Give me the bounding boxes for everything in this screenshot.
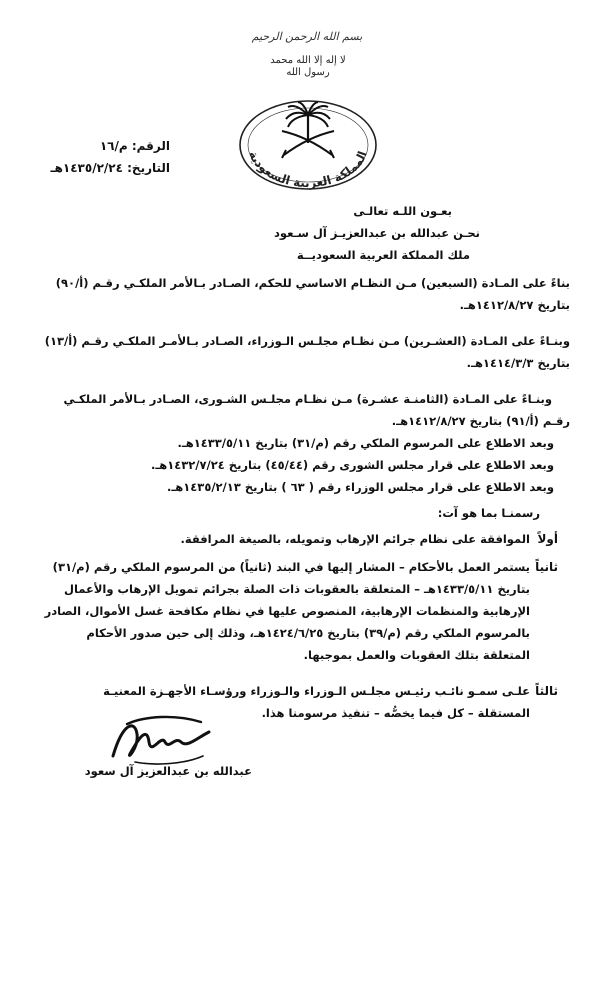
shahada-text: لا إله إلا الله محمد رسول الله [270,55,346,78]
signature [105,712,215,772]
reference-date: التاريخ: ١٤٣٥/٢/٢٤هـ [50,161,170,175]
preamble-item: بناءً على المـادة (السبعين) مـن النظـام الاساسي للحكم، الصـادر بـالأمر الملكـي رقـم (أ/٩٠) بتاريخ ١٤١٢/٨/٢٧هـ. [55,276,570,312]
clause-third: ثالثاً علـى سمـو نائـب رئيـس مجلـس الـوزراء والـوزراء ورؤسـاء الأجهـزة المعنيـة المستقلة – كل فيما يخصُّه – تنفيذ مرسومنا هذا. [30,680,530,724]
reference-number: الرقم: م/١٦ [99,139,170,153]
decreed-line: رسمنـا بما هو آت: [437,506,540,520]
preamble-item: وبعد الاطلاع على قرار مجلس الشورى رقم (٤٥/٤٤) بتاريخ ١٤٣٢/٧/٢٤هـ. [150,458,554,472]
preamble-item: وبعد الاطلاع على المرسوم الملكي رقم (م/٣١) بتاريخ ١٤٣٣/٥/١١هـ. [177,436,554,450]
clause-first: أولاً الموافقة على نظام جرائم الإرهاب وتمويله، بالصيغة المرافقة. [30,528,530,550]
preamble-item: وبنـاءً على المـادة (العشـرين) مـن نظـام مجلـس الـوزراء، الصـادر بـالأمـر الملكـي رقـم (أ/١٣) بتاريخ ١٤١٤/٣/٣هـ. [44,334,570,370]
preamble-item: وبعد الاطلاع على قرار مجلس الوزراء رقم ( ٦٣ ) بتاريخ ١٤٣٥/٢/١٣هـ. [166,480,554,494]
clause-number: ثانياً [535,560,558,574]
opening-line: بعـون اللـه تعالـى [353,204,452,218]
preamble [30,272,570,498]
clauses [30,528,570,724]
clause-number: أولاً [537,532,558,546]
preamble-item: وبنـاءً على المـادة (الثامنـة عشـرة) مـن نظـام مجلـس الشـورى، الصـادر بـالأمر الملكـي رقـم (أ/٩١) بتاريخ ١٤١٢/٨/٢٧هـ. [63,392,570,428]
clause-number: ثالثاً [535,684,558,698]
title-line: ملك المملكة العربية السعوديــة [296,248,470,262]
shahada-calligraphy [268,55,348,79]
reference-block [40,135,170,179]
issuer-line: نحـن عبدالله بن عبدالعزيـز آل سـعود [274,226,480,240]
saudi-emblem-icon [228,95,388,195]
basmala: بسم الله الرحمن الرحيم [251,30,363,43]
clause-second: ثانياً يستمر العمل بالأحكام – المشار إليها في البند (ثانياً) من المرسوم الملكي رقم (م/٣١) بتاريخ ١٤٣٣/٥/١١هـ – المتعلقة بالعقوبات ذات الصلة بجرائم تمويل الإرهاب والأعمال الإرهابية والمنظمات الإرهابية، المنصوص عليها في نظام مكافحة غسل الأموال، الصادر بالمرسوم الملكي رقم (م/٣٩) بتاريخ ١٤٢٤/٦/٢٥هـ، وذلك إلى حين صدور الأحكام المتعلقة بتلك العقوبات والعمل بموجبها. [30,556,530,666]
signatory-name: عبدالله بن عبدالعزيز آل سعود [84,764,252,778]
decree-body [30,200,570,724]
emblem-text: المملكة العربية السعودية [246,148,370,191]
